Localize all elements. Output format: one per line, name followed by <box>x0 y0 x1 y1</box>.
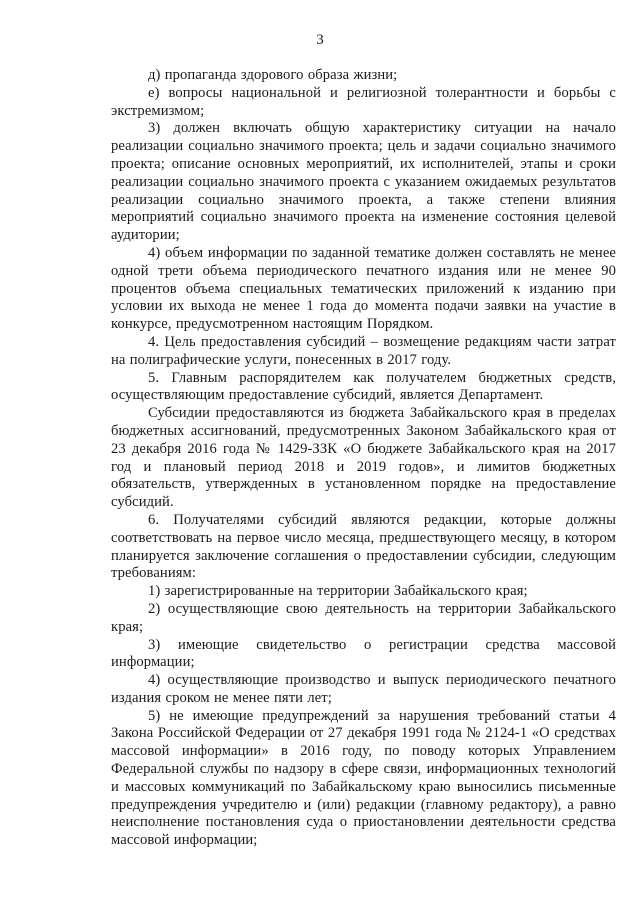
paragraph-item-d: д) пропаганда здорового образа жизни; <box>148 67 398 83</box>
paragraph-requirement-3: 3) должен включать общую характеристику ситуации на начало реализации социально значимого проекта; цель и задачи социально значимого проекта; описание основных мероприятий, их исполнителей, этапы и сроки реализации социально значимого проекта с указанием ожидаемых результатов реализации социально значимого проекта, а также степени влияния мероприятий социально значимого проекта на изменение состояния целевой аудитории; <box>111 120 616 244</box>
paragraph-recipient-req-5: 5) не имеющие предупреждений за нарушения требований статьи 4 Закона Российской Федерации от 27 декабря 1991 года № 2124-1 «О средствах массовой информации» в 2016 году, по поводу которых Управлением Федеральной службы по надзору в сфере связи, информационных технологий и массовых коммуникаций по Забайкальскому краю выносились письменные предупреждения учредителю и (или) редакции (главному редактору), а равно неисполнение постановления суда о приостановлении деятельности средства массовой информации; <box>111 707 616 849</box>
paragraph-section-4: 4. Цель предоставления субсидий – возмещение редакциям части затрат на полиграфические услуги, понесенных в 2017 году. <box>111 333 616 368</box>
paragraph-section-6: 6. Получателями субсидий являются редакции, которые должны соответствовать на первое число месяца, предшествующего месяцу, в котором планируется заключение соглашения о предоставлении субсидии, следующим требованиям: <box>111 511 616 582</box>
paragraph-recipient-req-3: 3) имеющие свидетельство о регистрации средства массовой информации; <box>111 636 616 671</box>
paragraph-subsidies: Субсидии предоставляются из бюджета Забайкальского края в пределах бюджетных ассигнований, предусмотренных Законом Забайкальского края от 23 декабря 2016 года № 1429-ЗЗК «О бюджете Забайкальского края на 2017 год и плановый период 2018 и 2019 годов», и лимитов бюджетных обязательств, утвержденных в установленном порядке на предоставление субсидий. <box>111 405 616 511</box>
paragraph-recipient-req-1: 1) зарегистрированные на территории Забайкальского края; <box>148 583 528 600</box>
paragraph-requirement-4: 4) объем информации по заданной тематике должен составлять не менее одной трети объема периодического печатного издания или не менее 90 процентов объема специальных тематических приложений к изданию при условии их выхода не менее 1 года до момента подачи заявки на участие в конкурсе, предусмотренном настоящим Порядком. <box>111 244 616 333</box>
paragraph-recipient-req-4: 4) осуществляющие производство и выпуск периодического печатного издания сроком не менее пяти лет; <box>111 672 616 706</box>
page-number: 3 <box>316 32 324 48</box>
paragraph-recipient-req-2: 2) осуществляющие свою деятельность на территории Забайкальского края; <box>111 600 616 635</box>
paragraph-section-5: 5. Главным распорядителем как получателем бюджетных средств, осуществляющим предоставление субсидий, является Департамент. <box>111 369 616 404</box>
paragraph-item-e: е) вопросы национальной и религиозной толерантности и борьбы с экстремизмом; <box>111 84 616 119</box>
body-text <box>111 67 616 850</box>
